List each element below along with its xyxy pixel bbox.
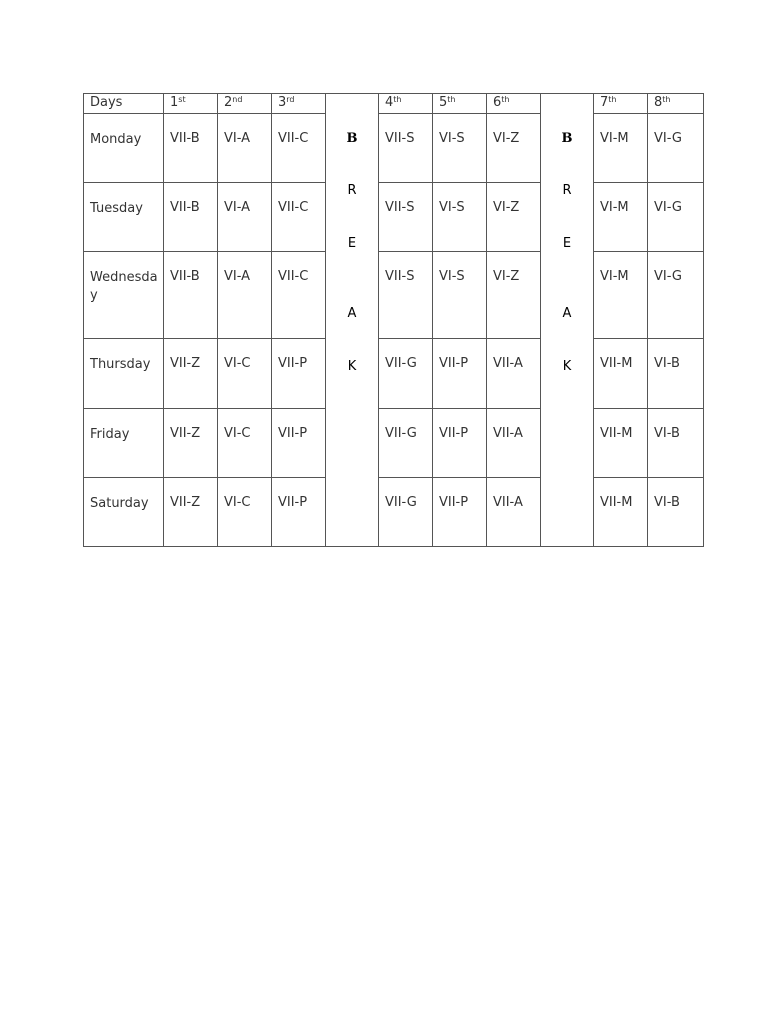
table-row — [84, 409, 704, 478]
class-cell: VI-A — [218, 183, 272, 252]
class-cell: VII-B — [164, 252, 218, 339]
class-cell: VII-P — [272, 409, 326, 478]
header-row — [84, 94, 704, 114]
break-letter: R — [562, 183, 572, 198]
table-row — [84, 252, 704, 339]
class-cell: VI-A — [218, 252, 272, 339]
class-cell: VI-S — [433, 114, 487, 183]
header-period-8: 8th — [648, 94, 704, 114]
class-cell: VII-M — [594, 339, 648, 409]
header-period-7: 7th — [594, 94, 648, 114]
break-column-2 — [541, 94, 594, 547]
class-cell: VI-G — [648, 252, 704, 339]
class-cell: VI-B — [648, 339, 704, 409]
table-row — [84, 183, 704, 252]
class-cell: VII-A — [487, 409, 541, 478]
class-cell: VII-P — [272, 339, 326, 409]
day-cell: Friday — [84, 409, 164, 478]
class-cell: VII-G — [379, 409, 433, 478]
class-cell: VI-G — [648, 183, 704, 252]
class-cell: VII-P — [272, 478, 326, 547]
day-cell: Saturday — [84, 478, 164, 547]
class-cell: VI-Z — [487, 252, 541, 339]
class-cell: VI-B — [648, 409, 704, 478]
header-period-1: 1st — [164, 94, 218, 114]
table-row — [84, 114, 704, 183]
class-cell: VI-S — [433, 252, 487, 339]
class-cell: VII-M — [594, 409, 648, 478]
header-period-5: 5th — [433, 94, 487, 114]
day-wrap: Wednesday — [90, 270, 158, 303]
class-cell: VII-C — [272, 183, 326, 252]
class-cell: VI-Z — [487, 114, 541, 183]
break-letter: B — [561, 131, 573, 146]
class-cell: VII-G — [379, 339, 433, 409]
day-cell: Thursday — [84, 339, 164, 409]
break-letter: R — [347, 183, 357, 198]
class-cell: VII-P — [433, 339, 487, 409]
break-letter: B — [346, 131, 358, 146]
class-cell: VI-G — [648, 114, 704, 183]
break-column-1 — [326, 94, 379, 547]
class-cell: VI-S — [433, 183, 487, 252]
class-cell: VII-C — [272, 114, 326, 183]
class-cell: VII-Z — [164, 339, 218, 409]
class-cell: VI-C — [218, 409, 272, 478]
class-cell: VII-M — [594, 478, 648, 547]
header-period-3: 3rd — [272, 94, 326, 114]
class-cell: VI-C — [218, 478, 272, 547]
class-cell: VII-B — [164, 114, 218, 183]
break-letter: E — [347, 236, 357, 251]
break-letter: A — [562, 306, 572, 321]
class-cell: VII-G — [379, 478, 433, 547]
class-cell: VII-Z — [164, 409, 218, 478]
class-cell: VI-A — [218, 114, 272, 183]
day-cell: Monday — [84, 114, 164, 183]
class-cell: VII-S — [379, 114, 433, 183]
class-cell: VI-M — [594, 183, 648, 252]
timetable — [83, 93, 704, 547]
day-cell: Tuesday — [84, 183, 164, 252]
break-letter: A — [347, 306, 357, 321]
table-row — [84, 339, 704, 409]
class-cell: VI-M — [594, 252, 648, 339]
class-cell: VII-S — [379, 252, 433, 339]
class-cell: VI-C — [218, 339, 272, 409]
class-cell: VI-B — [648, 478, 704, 547]
header-days: Days — [84, 94, 164, 114]
class-cell: VII-A — [487, 478, 541, 547]
class-cell: VII-P — [433, 478, 487, 547]
class-cell: VII-A — [487, 339, 541, 409]
class-cell: VI-M — [594, 114, 648, 183]
table-row — [84, 478, 704, 547]
class-cell: VII-S — [379, 183, 433, 252]
class-cell: VII-B — [164, 183, 218, 252]
class-cell: VI-Z — [487, 183, 541, 252]
header-period-6: 6th — [487, 94, 541, 114]
break-letter: K — [347, 359, 357, 374]
day-cell — [84, 252, 164, 339]
break-letter: K — [562, 359, 572, 374]
class-cell: VII-Z — [164, 478, 218, 547]
break-letter: E — [562, 236, 572, 251]
header-period-4: 4th — [379, 94, 433, 114]
class-cell: VII-P — [433, 409, 487, 478]
header-period-2: 2nd — [218, 94, 272, 114]
class-cell: VII-C — [272, 252, 326, 339]
